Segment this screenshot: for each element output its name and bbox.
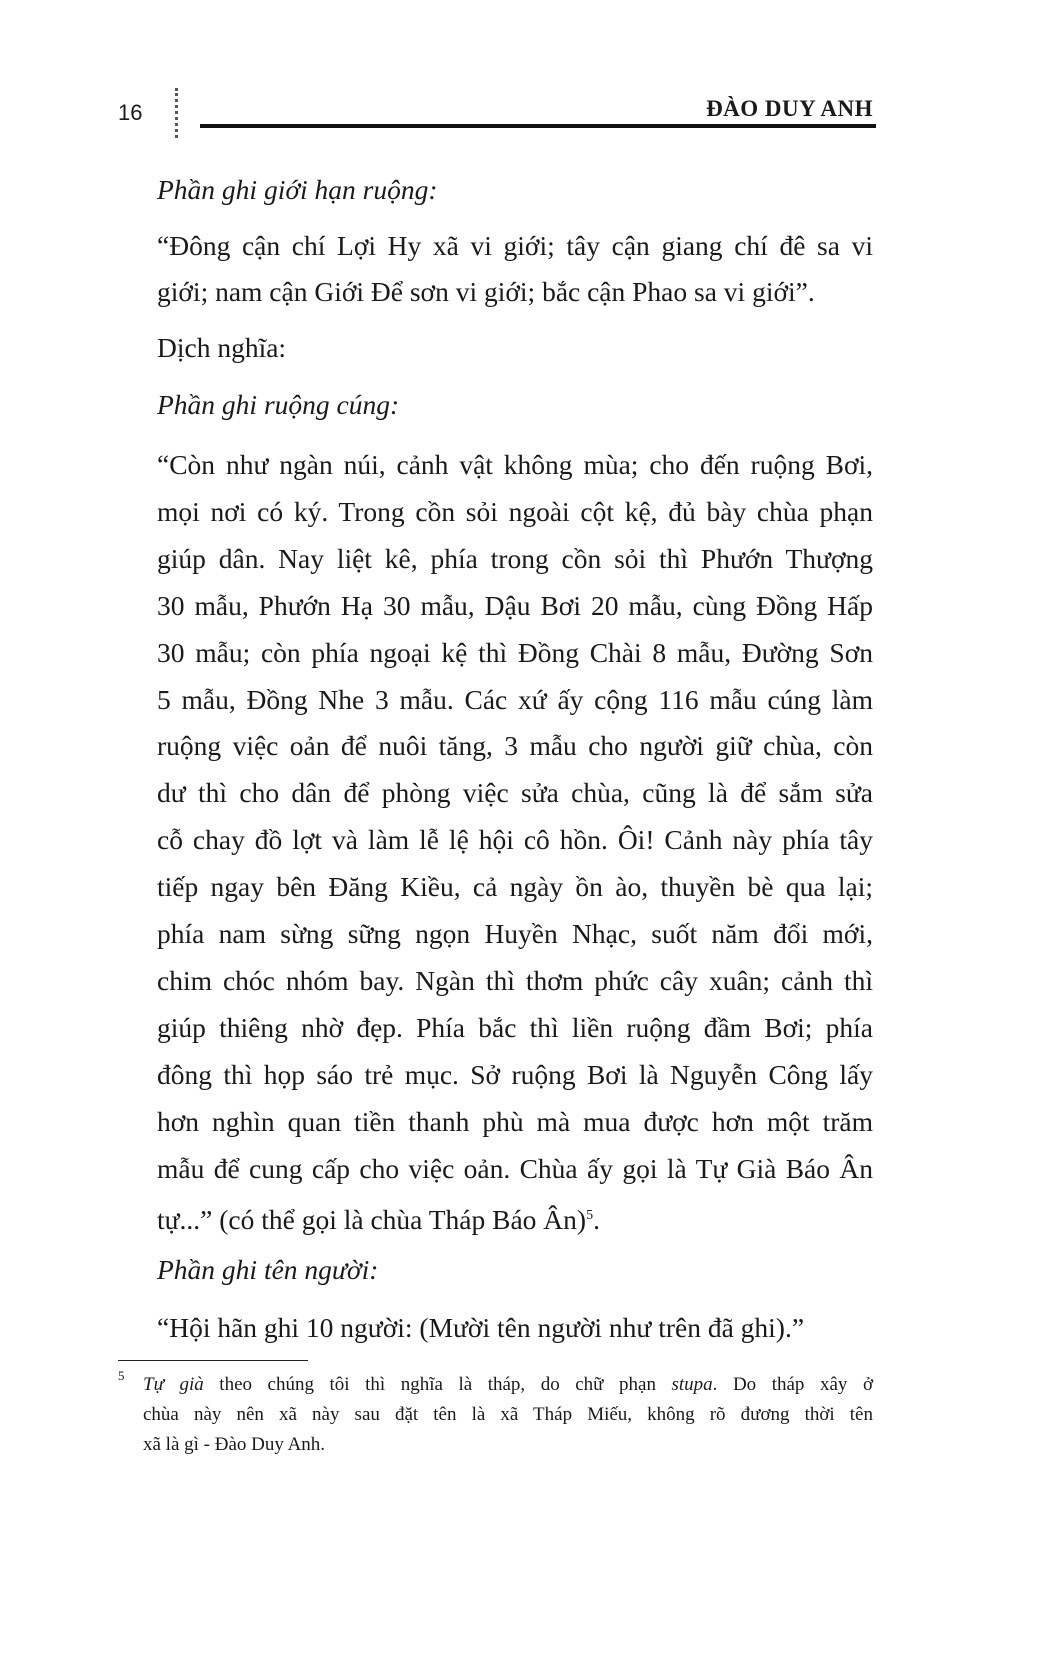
translation-label: Dịch nghĩa: (157, 332, 287, 363)
quote-line: 5 mẫu, Đồng Nhe 3 mẫu. Các xứ ấy cộng 116 mẫu cúng làm (157, 683, 873, 715)
footnote-term: stupa (671, 1374, 713, 1395)
quote-line: “Hội hãn ghi 10 người: (Mười tên người như trên đã ghi).” (157, 1312, 805, 1343)
footnote-ref[interactable]: 5 (586, 1208, 594, 1223)
quote-text: tự...” (có thể gọi là chùa Tháp Báo Ân) (157, 1204, 587, 1236)
footnote-line: chùa này nên xã này sau đặt tên là xã Tháp Miếu, không rõ đương thời tên (143, 1404, 873, 1425)
quote-line: tự...” (có thể gọi là chùa Tháp Báo Ân)$^5$. (157, 1204, 600, 1236)
footnote-line (143, 1373, 873, 1397)
quote-line: giới; nam cận Giới Để sơn vi giới; bắc cận Phao sa vi giới”. (157, 276, 815, 307)
section-heading: Phần ghi ruộng cúng: (157, 389, 400, 420)
quote-line: đông thì họp sáo trẻ mục. Sở ruộng Bơi là Nguyễn Công lấy (157, 1058, 873, 1090)
quote-line: mẫu để cung cấp cho việc oản. Chùa ấy gọi là Tự Già Báo Ân (157, 1152, 873, 1184)
footnote-rule (118, 1360, 308, 1361)
quote-line: “Đông cận chí Lợi Hy xã vi giới; tây cận giang chí đê sa vi (157, 230, 873, 261)
quote-line: giúp dân. Nay liệt kê, phía trong cồn sỏi thì Phướn Thượng (157, 542, 873, 574)
section-heading: Phần ghi tên người: (157, 1254, 379, 1285)
quote-line: cỗ chay đồ lợt và làm lễ lệ hội cô hồn. Ôi! Cảnh này phía tây (157, 824, 873, 856)
quote-line: ruộng việc oản để nuôi tăng, 3 mẫu cho người giữ chùa, còn (157, 730, 873, 762)
footnote-text: theo chúng tôi thì nghĩa là tháp, do chữ phạn (203, 1374, 672, 1395)
quote-line: hơn nghìn quan tiền thanh phù mà mua được hơn một trăm (157, 1105, 873, 1137)
footnote-number: 5 (118, 1368, 125, 1383)
header-ornament (175, 88, 178, 138)
header-rule (200, 124, 876, 128)
quote-line: phía nam sừng sững ngọn Huyền Nhạc, suốt năm đổi mới, (157, 918, 873, 949)
section-heading: Phần ghi giới hạn ruộng: (157, 174, 438, 205)
quote-line: giúp thiêng nhờ đẹp. Phía bắc thì liền ruộng đầm Bơi; phía (157, 1011, 873, 1043)
quote-line: tiếp ngay bên Đăng Kiều, cả ngày ồn ào, thuyền bè qua lại; (157, 871, 873, 903)
quote-line: chim chóc nhóm bay. Ngàn thì thơm phức cây xuân; cảnh thì (157, 964, 873, 996)
page-number: 16 (118, 100, 143, 125)
footnote-text: . Do tháp xây ở (712, 1374, 873, 1395)
quote-line: “Còn như ngàn núi, cảnh vật không mùa; cho đến ruộng Bơi, (157, 449, 873, 480)
quote-line: dư thì cho dân để phòng việc sửa chùa, cũng là để sắm sửa (157, 777, 873, 809)
running-header-author: ĐÀO DUY ANH (706, 96, 873, 121)
quote-line: 30 mẫu, Phướn Hạ 30 mẫu, Dậu Bơi 20 mẫu, cùng Đồng Hấp (157, 589, 873, 621)
quote-line: mọi nơi có ký. Trong cồn sỏi ngoài cột kệ, đủ bày chùa phạn (157, 495, 873, 527)
footnote-term: Tự già (143, 1374, 204, 1395)
quote-line: 30 mẫu; còn phía ngoại kệ thì Đồng Chài 8 mẫu, Đường Sơn (157, 636, 873, 668)
footnote-line: xã là gì - Đào Duy Anh. (143, 1434, 326, 1455)
